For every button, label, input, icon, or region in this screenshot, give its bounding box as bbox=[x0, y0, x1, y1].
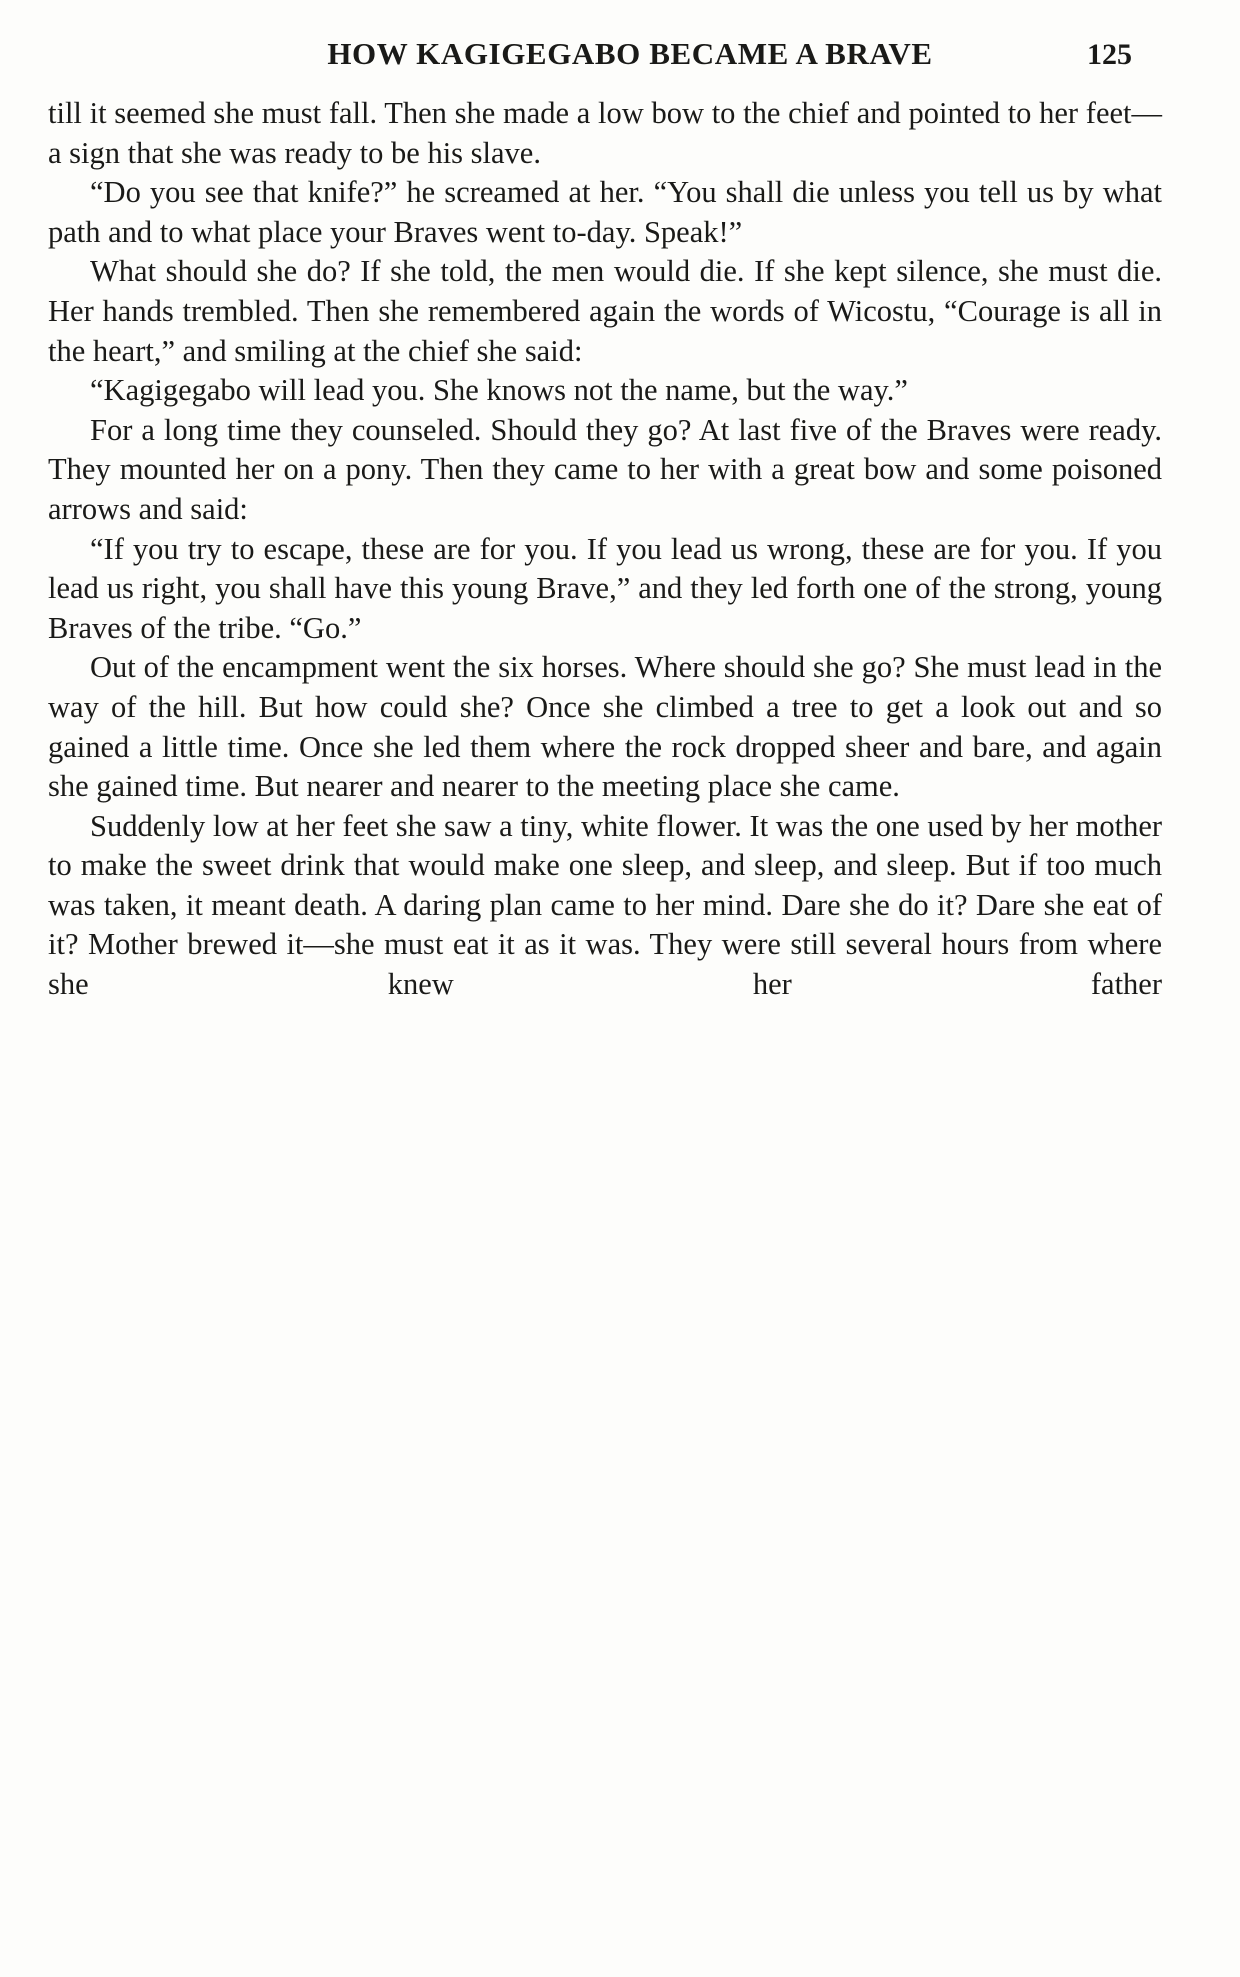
paragraph: “Do you see that knife?” he screamed at her. “You shall die unless you tell us by what path and to what place your Braves went to-day. Speak!” bbox=[48, 175, 1162, 249]
paragraph: “If you try to escape, these are for you. If you lead us wrong, these are for you. If you lead us right, you shall have this young Brave,” and they led forth one of the strong, young Braves of the tribe. “Go.” bbox=[48, 531, 1162, 645]
page-body bbox=[48, 94, 1162, 1044]
paragraph: For a long time they counseled. Should they go? At last five of the Braves were ready. They mounted her on a pony. Then they came to her with a great bow and some poisoned arrows and said: bbox=[48, 412, 1162, 526]
paragraph: “Kagigegabo will lead you. She knows not the name, but the way.” bbox=[90, 373, 908, 408]
running-head bbox=[48, 36, 1162, 72]
page-number: 125 bbox=[1087, 38, 1132, 71]
paragraph: What should she do? If she told, the men would die. If she kept silence, she must die. Her hands trembled. Then she remembered again the words of Wicostu, “Courage is all in the heart,” and smiling at the chief she said: bbox=[48, 254, 1162, 368]
paragraph: Suddenly low at her feet she saw a tiny, white flower. It was the one used by her mother to make the sweet drink that would make one sleep, and sleep, and sleep. But if too much was taken, it meant death. A daring plan came to her mind. Dare she do it? Dare she eat of it? Mother brewed it—she must eat it as it was. They were still several hours from where she knew her father bbox=[48, 808, 1163, 1002]
paragraph: Out of the encampment went the six horses. Where should she go? She must lead in the way of the hill. But how could she? Once she climbed a tree to get a look out and so gained a little time. Once she led them where the rock dropped sheer and bare, and again she gained time. But nearer and nearer to the meeting place she came. bbox=[48, 650, 1162, 804]
paragraph: till it seemed she must fall. Then she made a low bow to the chief and pointed to her feet—a sign that she was ready to be his slave. bbox=[48, 96, 1162, 170]
page-title: HOW KAGIGEGABO BECAME A BRAVE bbox=[327, 36, 933, 71]
